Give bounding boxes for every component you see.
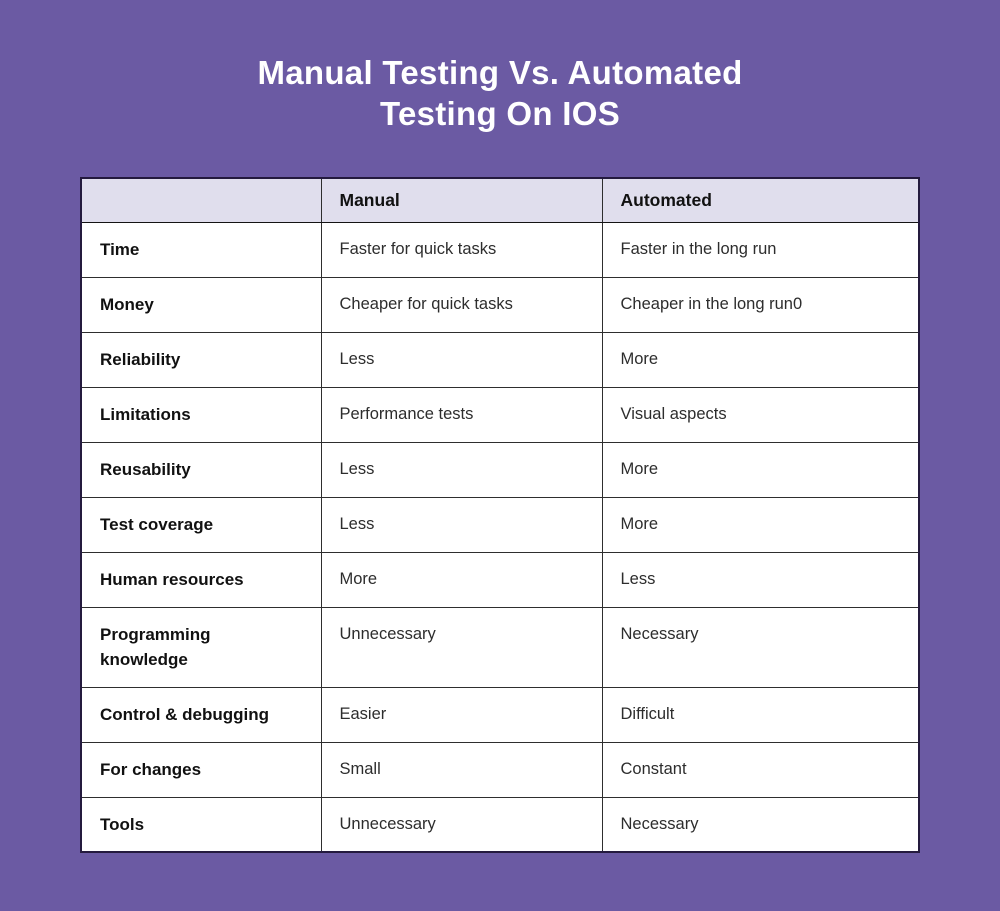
table-row <box>81 332 919 387</box>
automated-cell: Difficult <box>602 687 919 742</box>
row-label: For changes <box>81 742 321 797</box>
automated-cell: Necessary <box>602 607 919 687</box>
row-label: Limitations <box>81 387 321 442</box>
manual-cell: Small <box>321 742 602 797</box>
row-label: Control & debugging <box>81 687 321 742</box>
manual-cell: Less <box>321 332 602 387</box>
manual-cell: Unnecessary <box>321 607 602 687</box>
automated-cell: Necessary <box>602 797 919 852</box>
row-label: Time <box>81 222 321 277</box>
table-header-manual: Manual <box>321 178 602 222</box>
row-label: Reliability <box>81 332 321 387</box>
table-row <box>81 277 919 332</box>
row-label: Programming knowledge <box>81 607 321 687</box>
manual-cell: Performance tests <box>321 387 602 442</box>
table-row <box>81 222 919 277</box>
row-label: Human resources <box>81 552 321 607</box>
table-row <box>81 552 919 607</box>
automated-cell: More <box>602 332 919 387</box>
table-row <box>81 497 919 552</box>
table-row <box>81 687 919 742</box>
automated-cell: More <box>602 497 919 552</box>
table-row <box>81 797 919 852</box>
page-title-line2: Testing On IOS <box>379 95 621 132</box>
table-row <box>81 442 919 497</box>
table-row <box>81 387 919 442</box>
row-label: Money <box>81 277 321 332</box>
automated-cell: Faster in the long run <box>602 222 919 277</box>
table-row <box>81 607 919 687</box>
manual-cell: Faster for quick tasks <box>321 222 602 277</box>
manual-cell: Less <box>321 497 602 552</box>
automated-cell: Cheaper in the long run0 <box>602 277 919 332</box>
manual-cell: Unnecessary <box>321 797 602 852</box>
table-header-empty <box>81 178 321 222</box>
row-label: Test coverage <box>81 497 321 552</box>
manual-cell: Easier <box>321 687 602 742</box>
manual-cell: Less <box>321 442 602 497</box>
comparison-table-container <box>80 177 918 853</box>
page-title-line1: Manual Testing Vs. Automated <box>257 54 743 91</box>
automated-cell: Constant <box>602 742 919 797</box>
table-header-automated: Automated <box>602 178 919 222</box>
automated-cell: Less <box>602 552 919 607</box>
page-title <box>0 52 1000 134</box>
manual-cell: Cheaper for quick tasks <box>321 277 602 332</box>
comparison-table <box>80 177 920 853</box>
manual-cell: More <box>321 552 602 607</box>
automated-cell: Visual aspects <box>602 387 919 442</box>
table-header-row <box>81 178 919 222</box>
automated-cell: More <box>602 442 919 497</box>
table-row <box>81 742 919 797</box>
row-label: Reusability <box>81 442 321 497</box>
row-label: Tools <box>81 797 321 852</box>
